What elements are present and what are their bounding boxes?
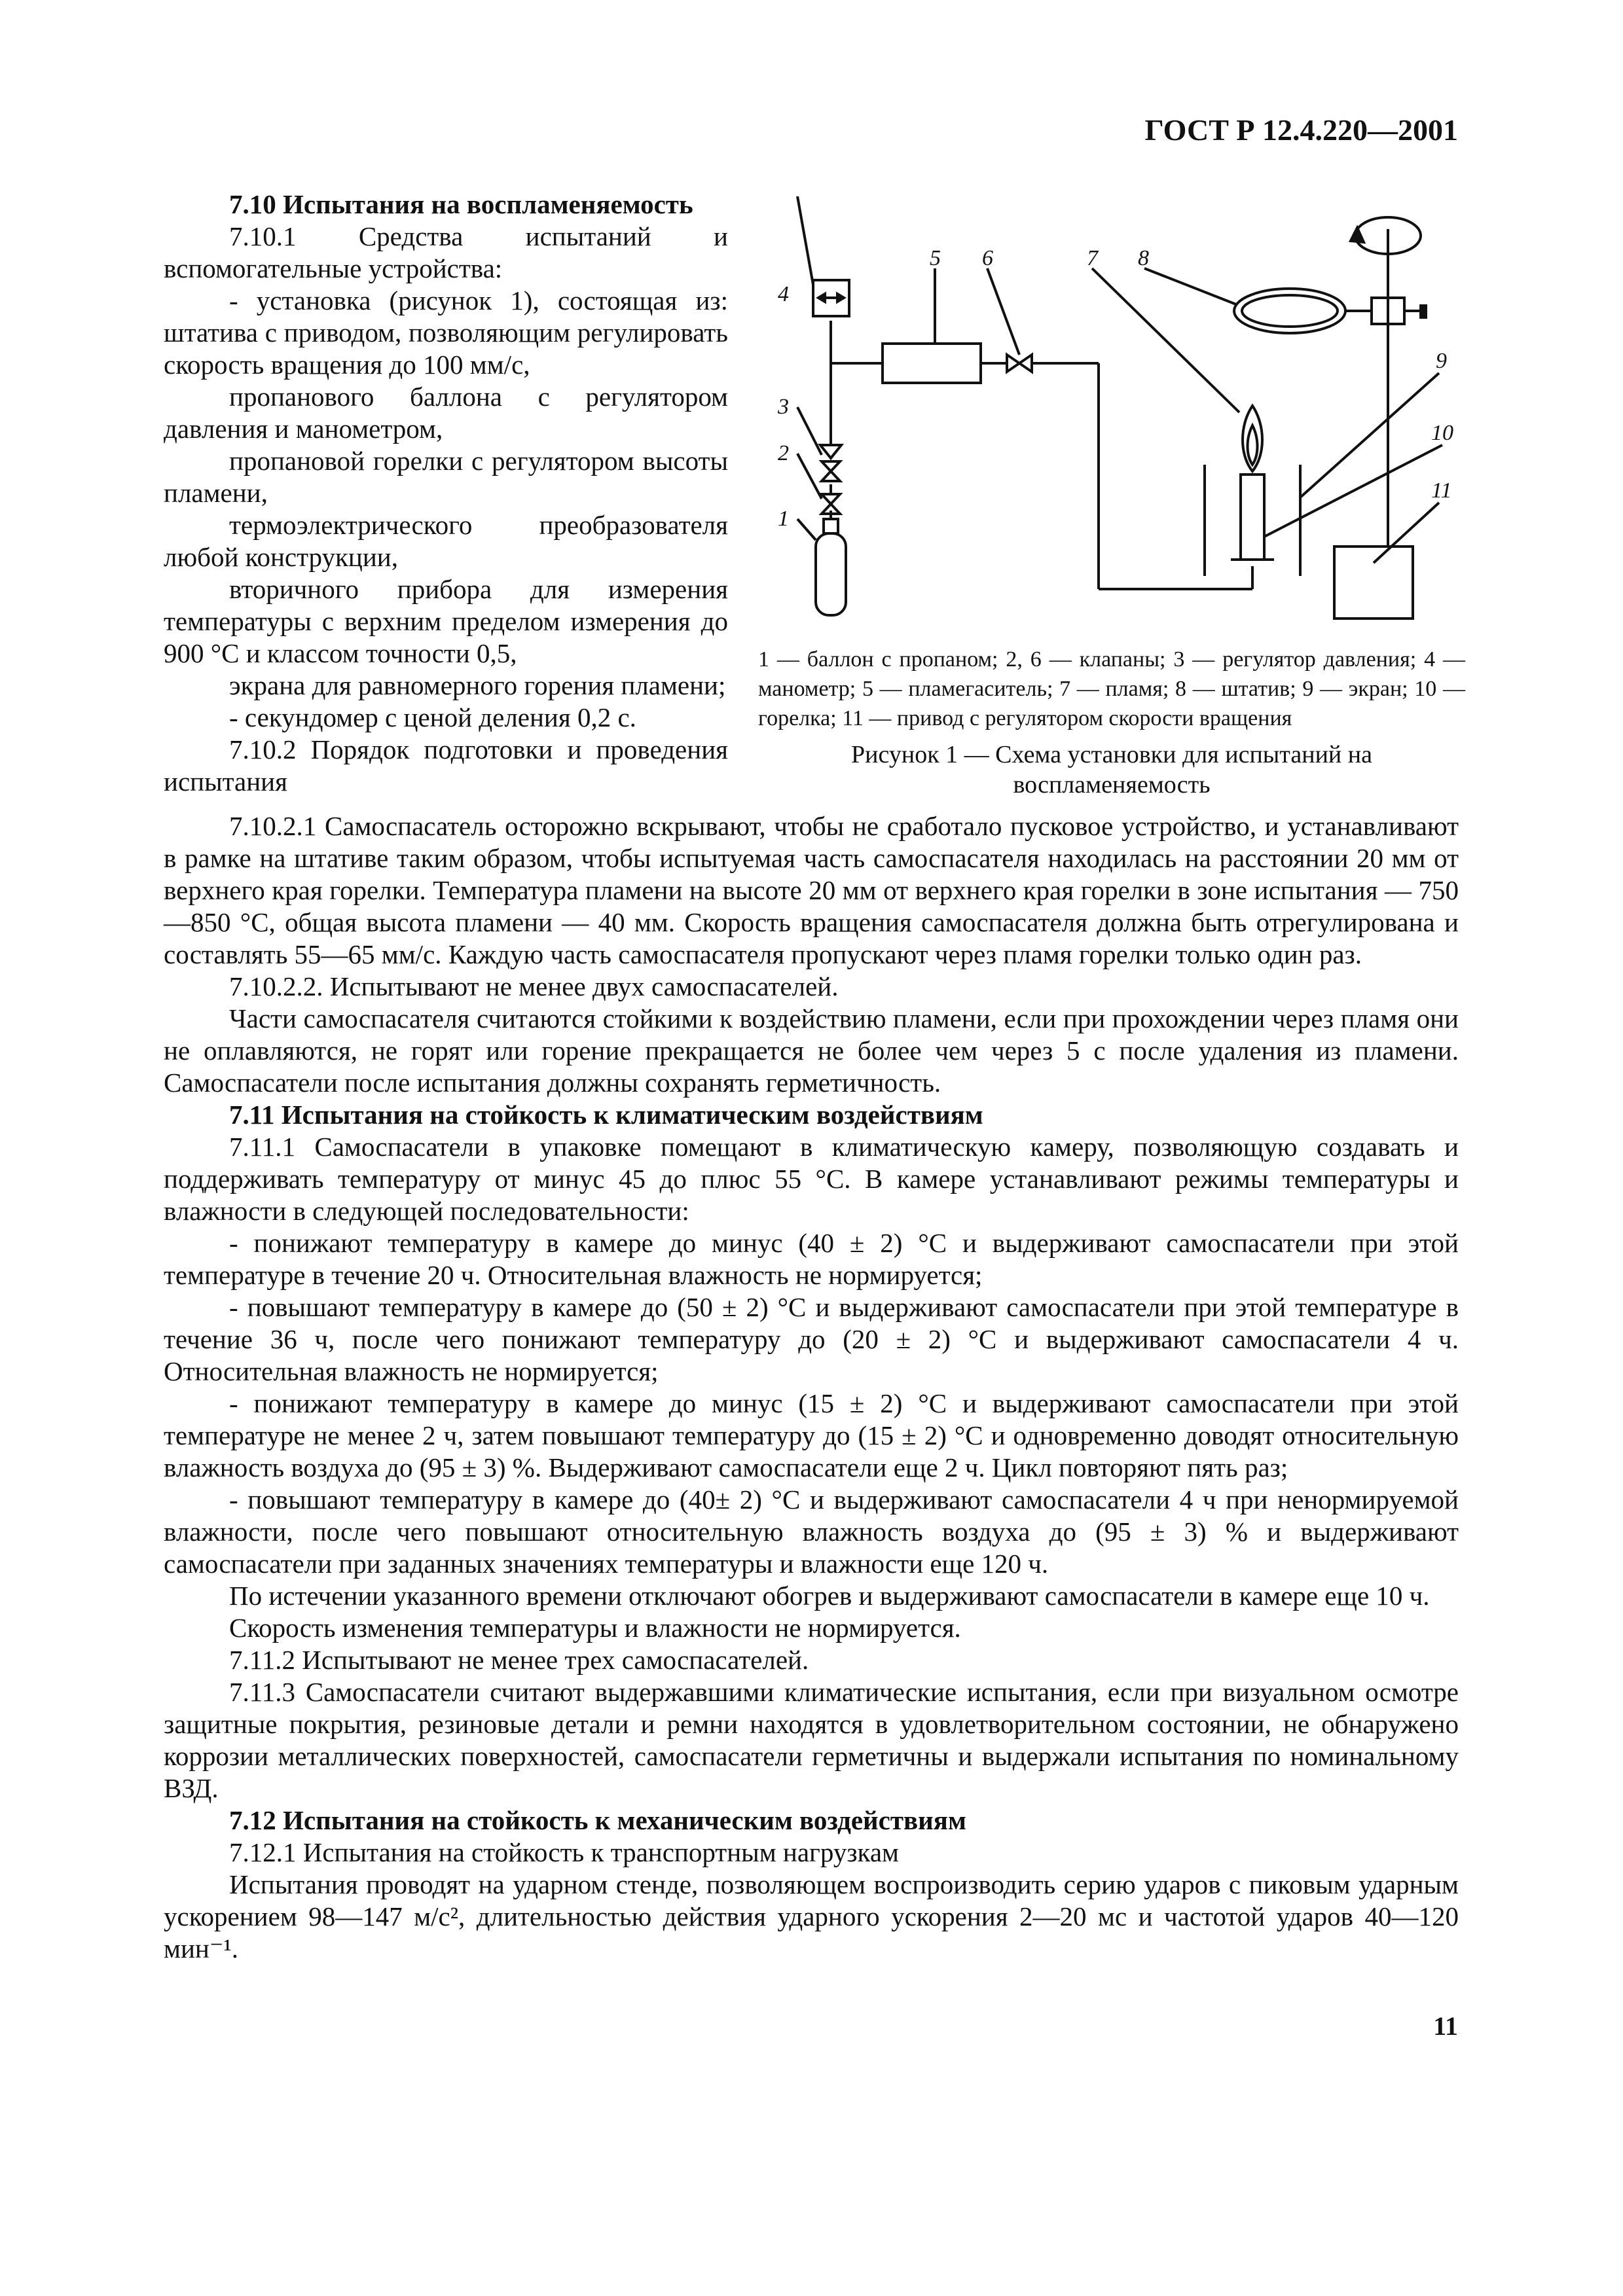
section-heading: 7.11 Испытания на стойкость к климатическим воздействиям: [229, 1100, 983, 1130]
section-heading: 7.12 Испытания на стойкость к механическим воздействиям: [229, 1805, 966, 1835]
flame-arrestor: [883, 344, 981, 383]
paragraph: пропановой горелки с регулятором высоты пламени,: [164, 446, 728, 508]
label-8: 8: [1138, 246, 1149, 270]
setup-diagram: [758, 196, 1465, 648]
paragraph: 7.11.2 Испытывают не менее трех самоспасателей.: [229, 1645, 809, 1675]
paragraph: вторичного прибора для измерения температуры с верхним пределом измерения до 900 °С и классом точности 0,5,: [164, 574, 728, 668]
drive-box: [1334, 547, 1413, 619]
paragraph: По истечении указанного времени отключают обогрев и выдерживают самоспасатели в камере еще 10 ч.: [229, 1581, 1430, 1611]
label-11: 11: [1431, 478, 1452, 503]
arrow-head-icon: [1351, 228, 1364, 242]
label-3: 3: [778, 395, 789, 419]
paragraph: Испытания проводят на ударном стенде, позволяющем воспроизводить серию ударов с пиковым ударным ускорением 98—147 м/с², длительностью действия ударного ускорения 2—20 мс и частотой ударов 40—120 мин⁻¹.: [164, 1869, 1459, 1964]
paragraph: - понижают температуру в камере до минус (15 ± 2) °С и выдерживают самоспасатели при этой температуре не менее 2 ч, затем повышают температуру до (15 ± 2) °С и одновременно доводят относительную влажность воздуха до (95 ± 3) %. Выдерживают самоспасатели еще 2 ч. Цикл повторяют пять раз;: [164, 1388, 1459, 1482]
flame: [1243, 406, 1262, 471]
paragraph: - повышают температуру в камере до (40± 2) °С и выдерживают самоспасатели 4 ч при ненормируемой влажности, после чего повышают относительную влажность воздуха до (95 ± 3) % и выдерживают самоспасатели при заданных значениях температуры и влажности еще 120 ч.: [164, 1484, 1459, 1579]
test-setup-figure: [758, 196, 1465, 648]
label-5: 5: [930, 246, 941, 270]
paragraph: пропанового баллона с регулятором давления и манометром,: [164, 382, 728, 444]
regulator-icon: [822, 461, 840, 481]
standard-header: ГОСТ Р 12.4.220—2001: [1144, 113, 1458, 147]
burner: [1241, 475, 1264, 560]
label-7: 7: [1087, 246, 1098, 270]
paragraph: 7.10.2 Порядок подготовки и проведения испытания: [164, 734, 728, 797]
paragraph: 7.12.1 Испытания на стойкость к транспортным нагрузкам: [229, 1837, 899, 1867]
propane-cylinder: [816, 533, 846, 615]
figure-legend: 1 — баллон с пропаном; 2, 6 — клапаны; 3 — регулятор давления; 4 — манометр; 5 — пламегаситель; 7 — пламя; 8 — штатив; 9 — экран; 10 — горелка; 11 — привод с регулятором скорости вращения: [758, 647, 1465, 730]
paragraph: - секундомер с ценой деления 0,2 с.: [229, 702, 636, 732]
paragraph: - понижают температуру в камере до минус (40 ± 2) °С и выдерживают самоспасатели при этой температуре в течение 20 ч. Относительная влажность не нормируется;: [164, 1228, 1459, 1290]
label-10: 10: [1431, 421, 1453, 445]
paragraph: 7.10.2.2. Испытывают не менее двух самоспасателей.: [229, 971, 839, 1001]
section-heading: 7.10 Испытания на воспламеняемость: [229, 189, 693, 219]
paragraph: термоэлектрического преобразователя любой конструкции,: [164, 510, 728, 572]
figure-caption: Рисунок 1 — Схема установки для испытаний на воспламеняемость: [851, 741, 1372, 798]
paragraph: - повышают температуру в камере до (50 ± 2) °С и выдерживают самоспасатели при этой температуре в течение 36 ч, после чего понижают температуру до (20 ± 2) °С и выдерживают самоспасатели 4 ч. Относительная влажность не нормируется;: [164, 1292, 1459, 1386]
paragraph: 7.10.2.1 Самоспасатель осторожно вскрывают, чтобы не сработало пусковое устройство, и устанавливают в рамке на штативе таким образом, чтобы испытуемая часть самоспасателя находилась на расстоянии 20 мм от верхнего края горелки. Температура пламени на высоте 20 мм от верхнего края горелки в зоне испытания — 750—850 °С, общая высота пламени — 40 мм. Скорость вращения самоспасателя должна быть отрегулирована и составлять 55—65 мм/с. Каждую часть самоспасателя пропускают через пламя горелки только один раз.: [164, 811, 1459, 969]
left-column: [164, 188, 728, 798]
page-number: 11: [1433, 2011, 1458, 2041]
paragraph: 7.11.3 Самоспасатели считают выдержавшими климатические испытания, если при визуальном осмотре защитные покрытия, резиновые детали и ремни находятся в удовлетворительном состоянии, не обнаружено коррозии металлических поверхностей, самоспасатели герметичны и выдержали испытания по номинальному ВЗД.: [164, 1677, 1459, 1803]
label-6: 6: [982, 246, 993, 270]
paragraph: 7.10.1 Средства испытаний и вспомогательные устройства:: [164, 221, 728, 283]
main-text: [164, 810, 1459, 1965]
valve-6-icon: [1007, 355, 1032, 372]
label-4: 4: [778, 282, 789, 306]
paragraph: Скорость изменения температуры и влажности не нормируется.: [229, 1613, 961, 1643]
regulator-triangle: [820, 445, 841, 458]
label-2: 2: [778, 441, 789, 465]
label-1: 1: [778, 507, 789, 531]
paragraph: 7.11.1 Самоспасатели в упаковке помещают в климатическую камеру, позволяющую создавать и поддерживать температуру от минус 45 до плюс 55 °С. В камере устанавливают режимы температуры и влажности в следующей последовательности:: [164, 1132, 1459, 1226]
paragraph: экрана для равномерного горения пламени;: [229, 670, 726, 700]
label-9: 9: [1436, 349, 1447, 373]
paragraph: - установка (рисунок 1), состоящая из: штатива с приводом, позволяющим регулировать скорость вращения до 100 мм/с,: [164, 285, 728, 380]
paragraph: Части самоспасателя считаются стойкими к воздействию пламени, если при прохождении через пламя они не оплавляются, не горят или горение прекращается не более чем через 5 с после удаления из пламени. Самоспасатели после испытания должны сохранять герметичность.: [164, 1003, 1459, 1098]
